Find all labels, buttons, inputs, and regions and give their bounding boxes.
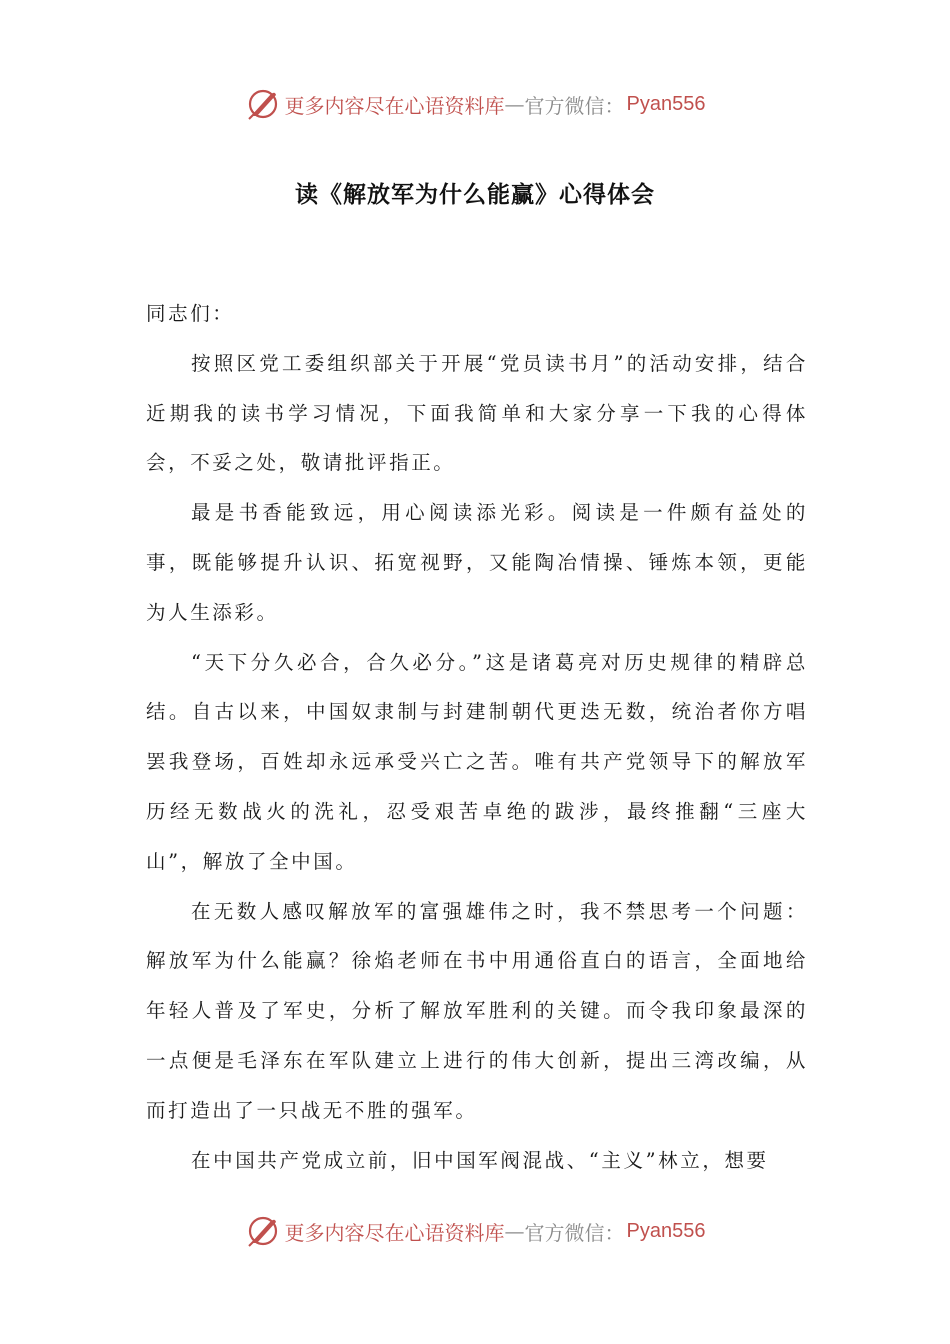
watermark-dash: — xyxy=(504,92,525,116)
quill-pen-icon xyxy=(245,1213,281,1249)
document-body xyxy=(146,289,808,1185)
paragraph-5: 在中国共产党成立前，旧中国军阀混战、“主义”林立，想要 xyxy=(191,1148,769,1172)
watermark-wechat-label: 官方微信： xyxy=(524,1220,625,1245)
watermark-wechat-id: Pyan556 xyxy=(626,92,706,115)
paragraph-3: “天下分久必合，合久必分。”这是诸葛亮对历史规律的精辟总结。自古以来，中国奴隶制与封建制朝代更迭无数，统治者你方唱罢我登场，百姓却永远承受兴亡之苦。唯有共产党领导下的解放军历经无数战火的洗礼，忍受艰苦卓绝的跋涉，最终推翻“三座大山”，解放了全中国。 xyxy=(146,650,808,873)
watermark-wechat-id: Pyan556 xyxy=(626,1219,706,1242)
watermark-site-text: 更多内容尽在心语资料库 xyxy=(284,1220,505,1245)
paragraph-2: 最是书香能致远，用心阅读添光彩。阅读是一件颇有益处的事，既能够提升认识、拓宽视野，又能陶冶情操、锤炼本领，更能为人生添彩。 xyxy=(146,501,808,624)
watermark-site-text: 更多内容尽在心语资料库 xyxy=(284,93,505,118)
watermark-footer xyxy=(0,1209,950,1253)
quill-pen-icon xyxy=(245,86,281,122)
paragraph-4: 在无数人感叹解放军的富强雄伟之时，我不禁思考一个问题：解放军为什么能赢？徐焰老师在书中用通俗直白的语言，全面地给年轻人普及了军史，分析了解放军胜利的关键。而令我印象最深的一点便是毛泽东在军队建立上进行的伟大创新，提出三湾改编，从而打造出了一只战无不胜的强军。 xyxy=(146,899,808,1122)
watermark-header xyxy=(0,82,950,126)
salutation: 同志们： xyxy=(146,302,235,325)
watermark-dash: — xyxy=(504,1219,525,1243)
paragraph-1: 按照区党工委组织部关于开展“党员读书月”的活动安排，结合近期我的读书学习情况，下面我简单和大家分享一下我的心得体会，不妥之处，敬请批评指正。 xyxy=(146,351,808,475)
document-title: 读《解放军为什么能赢》心得体会 xyxy=(295,182,655,208)
watermark-wechat-label: 官方微信： xyxy=(524,93,625,118)
